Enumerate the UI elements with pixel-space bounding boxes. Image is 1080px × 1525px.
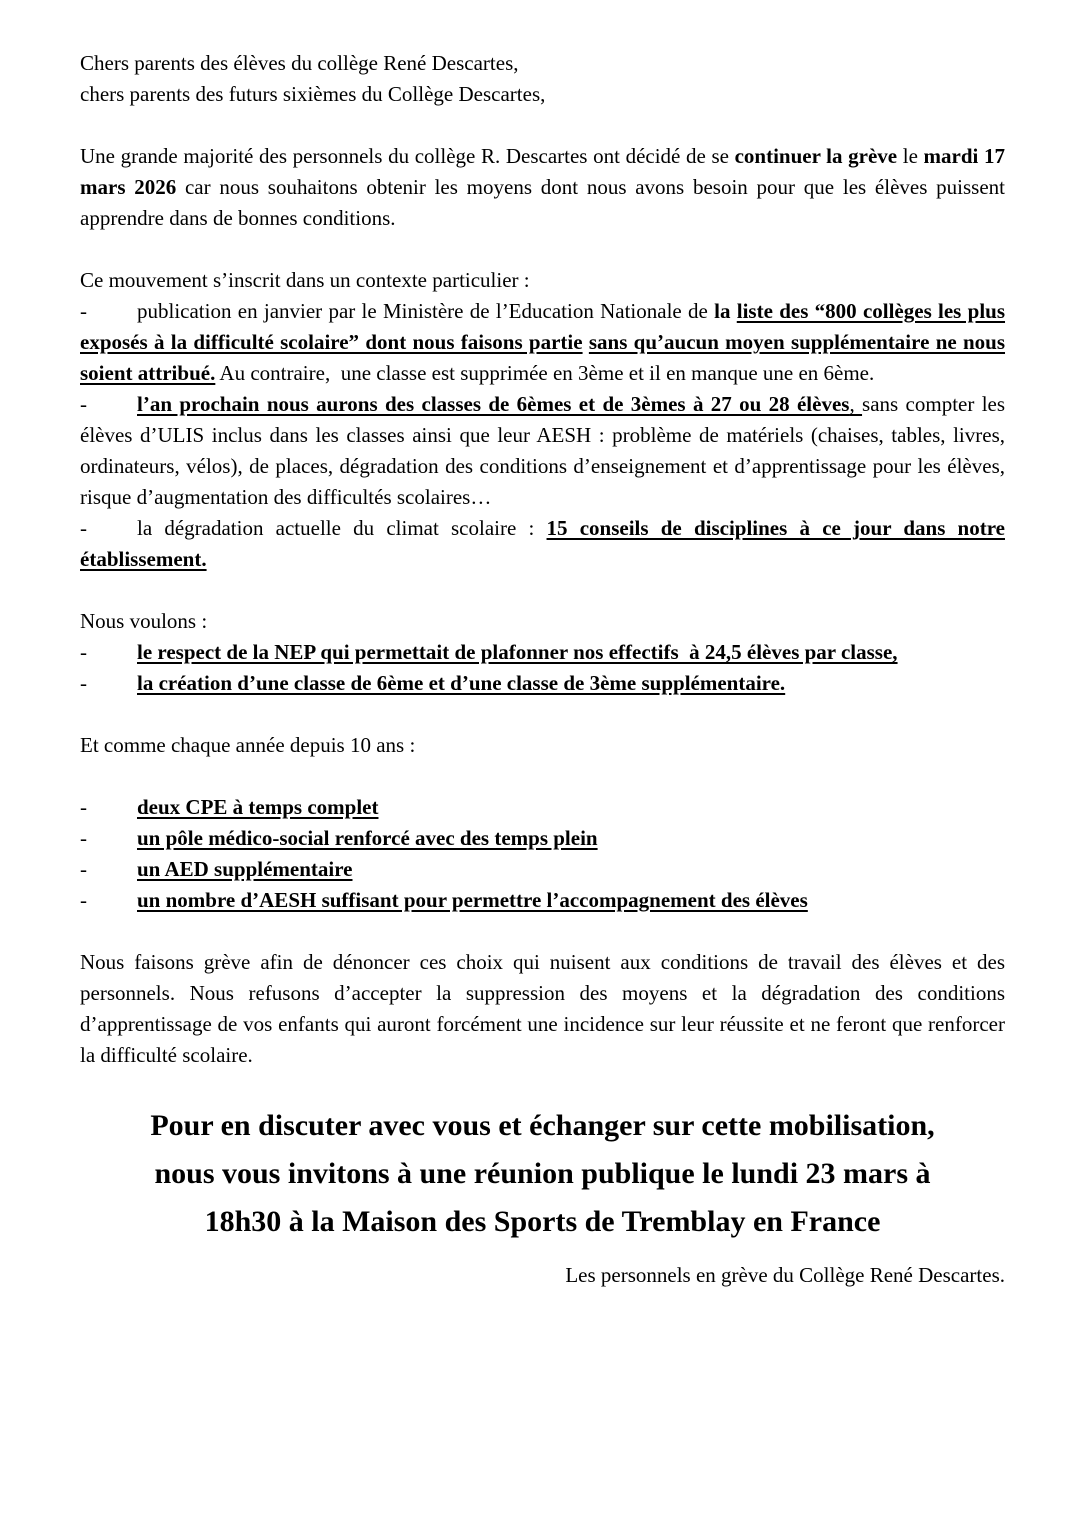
text-run: un nombre d’AESH suffisant pour permettre l’accompagnement des élèves [137, 888, 808, 912]
bullet-dash: - [80, 795, 87, 819]
text-run: un pôle médico-social renforcé avec des temps plein [137, 826, 598, 850]
paragraph [80, 265, 1005, 296]
bullet-dash: - [80, 516, 87, 540]
text-run: publication en janvier par le Ministère de l’Education Nationale de [137, 299, 715, 323]
text-run: deux CPE à temps complet [137, 795, 379, 819]
bullet-item [80, 513, 1005, 575]
text-run: liste des “800 collèges les plus exposés à la difficulté scolaire” dont nous faisons partie [80, 299, 1006, 354]
text-run: 15 conseils de disciplines à ce jour dans notre établissement. [80, 516, 1005, 571]
bullet-dash: - [80, 671, 87, 695]
paragraph [80, 606, 1005, 637]
meeting-announcement-heading [80, 1102, 1005, 1246]
heading-line: nous vous invitons à une réunion publique le lundi 23 mars à [154, 1157, 931, 1190]
text-run: Ce mouvement s’inscrit dans un contexte particulier : [80, 268, 530, 292]
text-run: car nous souhaitons obtenir les moyens dont nous avons besoin pour que les élèves puissent apprendre dans de bonnes conditions. [80, 175, 1005, 230]
bullet-item [80, 389, 1005, 513]
text-run: la création d’une classe de 6ème et d’une classe de 3ème supplémentaire. [137, 671, 786, 695]
bullet-dash: - [80, 857, 87, 881]
signature-line [80, 1260, 1005, 1291]
bullet-item [80, 637, 1005, 668]
paragraph [80, 947, 1005, 1071]
letter-body [80, 48, 1005, 1291]
text-run: Au contraire, une classe est supprimée en 3ème et il en manque une en 6ème. [215, 361, 875, 385]
text-run: Une grande majorité des personnels du collège R. Descartes ont décidé de se [80, 144, 735, 168]
paragraph [80, 79, 1005, 110]
text-run: continuer la grève [734, 144, 898, 168]
heading-line: Pour en discuter avec vous et échanger sur cette mobilisation, [150, 1109, 935, 1142]
text-run: le [897, 144, 924, 168]
blank-line [80, 1071, 1005, 1102]
text-run: Nous faisons grève afin de dénoncer ces choix qui nuisent aux conditions de travail des élèves et des personnels. Nous refusons d’accepter la suppression des moyens et la dégradation des conditions d’apprentissage de vos enfants qui auront forcément une incidence sur leur réussite et ne feront que renforcer la difficulté scolaire. [80, 950, 1005, 1067]
bullet-item [80, 668, 1005, 699]
blank-line [80, 916, 1005, 947]
blank-line [80, 761, 1005, 792]
bullet-dash: - [80, 640, 87, 664]
paragraph [80, 141, 1005, 234]
bullet-item [80, 885, 1005, 916]
text-run: , [849, 392, 863, 416]
text-run: la [714, 299, 737, 323]
bullet-dash: - [80, 888, 87, 912]
bullet-dash: - [80, 299, 87, 323]
text-run: l’an prochain nous aurons des classes de 6èmes et de 3èmes à 27 ou 28 élèves [137, 392, 850, 416]
text-run: sans qu’aucun moyen supplémentaire ne nous soient attribué. [80, 330, 1006, 385]
bullet-item [80, 854, 1005, 885]
blank-line [80, 234, 1005, 265]
bullet-item [80, 823, 1005, 854]
bullet-dash: - [80, 392, 87, 416]
text-run: un AED supplémentaire [137, 857, 353, 881]
blank-line [80, 110, 1005, 141]
text-run: Chers parents des élèves du collège René Descartes, [80, 51, 519, 75]
blank-line [80, 699, 1005, 730]
text-run: Les personnels en grève du Collège René Descartes. [565, 1263, 1005, 1287]
heading-line: 18h30 à la Maison des Sports de Tremblay en France [204, 1205, 881, 1238]
bullet-item [80, 296, 1005, 389]
text-run: la dégradation actuelle du climat scolaire : [137, 516, 547, 540]
blank-line [80, 575, 1005, 606]
bullet-dash: - [80, 826, 87, 850]
text-run: Et comme chaque année depuis 10 ans : [80, 733, 416, 757]
bullet-item [80, 792, 1005, 823]
paragraph [80, 48, 1005, 79]
text-run: Nous voulons : [80, 609, 208, 633]
text-run: mardi 17 mars 2026 [80, 144, 1006, 199]
paragraph [80, 730, 1005, 761]
text-run: sans compter les élèves d’ULIS inclus dans les classes ainsi que leur AESH : problème de matériels (chaises, tables, livres, ordinateurs, vélos), de places, dégradation des conditions d’enseignement et d’apprentissage pour les élèves, risque d’augmentation des difficultés scolaires… [80, 392, 1006, 509]
text-run: le respect de la NEP qui permettait de plafonner nos effectifs à 24,5 élèves par classe, [137, 640, 898, 664]
text-run: chers parents des futurs sixièmes du Collège Descartes, [80, 82, 546, 106]
